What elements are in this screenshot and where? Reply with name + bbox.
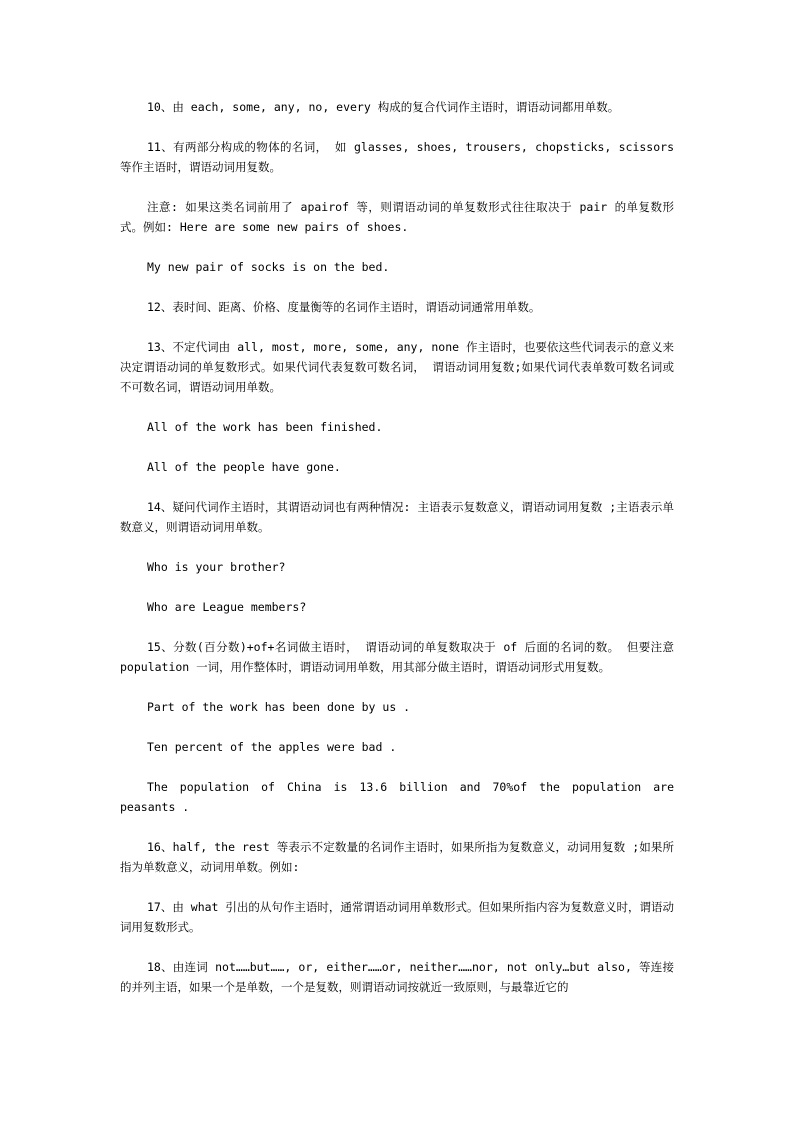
paragraph-rule-11: 11、有两部分构成的物体的名词， 如 glasses, shoes, trousers, chopsticks, scissors 等作主语时，谓语动词用复数。 — [120, 140, 674, 174]
paragraph-example: Who is your brother? — [147, 560, 286, 574]
paragraph-example: All of the people have gone. — [147, 460, 341, 474]
paragraph-note: 注意: 如果这类名词前用了 apairof 等，则谓语动词的单复数形式往往取决于 pair 的单复数形式。例如: Here are some new pairs of shoes. — [120, 200, 674, 234]
paragraph-rule-14: 14、疑问代词作主语时，其谓语动词也有两种情况: 主语表示复数意义，谓语动词用复数 ;主语表示单数意义，则谓语动词用单数。 — [120, 500, 674, 534]
paragraph-rule-17: 17、由 what 引出的从句作主语时，通常谓语动词用单数形式。但如果所指内容为复数意义时，谓语动词用复数形式。 — [120, 900, 674, 934]
paragraph-rule-15: 15、分数(百分数)+of+名词做主语时， 谓语动词的单复数取决于 of 后面的名词的数。 但要注意 population 一词，用作整体时，谓语动词用单数，用其部分做主语时，谓语动词形式用复数。 — [120, 640, 674, 674]
paragraph-rule-13: 13、不定代词由 all, most, more, some, any, none 作主语时，也要依这些代词表示的意义来决定谓语动词的单复数形式。如果代词代表复数可数名词， 谓语动词用复数;如果代词代表单数可数名词或不可数名词，谓语动词用单数。 — [120, 340, 674, 394]
paragraph-example: My new pair of socks is on the bed. — [147, 260, 390, 274]
paragraph-rule-18: 18、由连词 not……but……, or, either……or, neither……nor, not only…but also, 等连接的并列主语，如果一个是单数，一个是复数，则谓语动词按就近一致原则，与最靠近它的 — [120, 960, 674, 994]
paragraph-example: The population of China is 13.6 billion and 70%of the population are peasants . — [120, 780, 674, 814]
paragraph-rule-12: 12、表时间、距离、价格、度量衡等的名词作主语时，谓语动词通常用单数。 — [147, 300, 541, 314]
paragraph-example: All of the work has been finished. — [147, 420, 383, 434]
paragraph-example: Part of the work has been done by us . — [147, 700, 411, 714]
paragraph-rule-16: 16、half, the rest 等表示不定数量的名词作主语时，如果所指为复数意义，动词用复数 ;如果所指为单数意义，动词用单数。例如: — [120, 840, 674, 874]
paragraph-rule-10: 10、由 each, some, any, no, every 构成的复合代词作主语时，谓语动词都用单数。 — [147, 100, 620, 114]
paragraph-example: Ten percent of the apples were bad . — [147, 740, 397, 754]
paragraph-example: Who are League members? — [147, 600, 307, 614]
document-body — [120, 97, 674, 1017]
